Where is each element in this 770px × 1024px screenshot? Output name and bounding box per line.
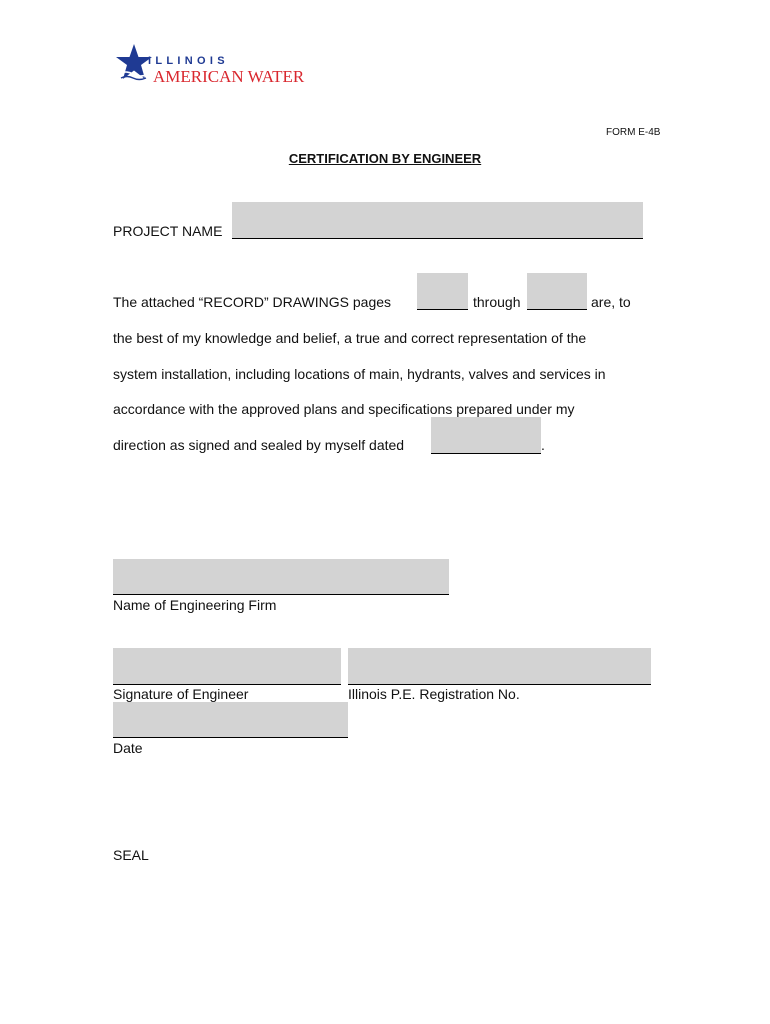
paragraph-line-1a: The attached “RECORD” DRAWINGS pages	[113, 294, 392, 310]
registration-label: Illinois P.E. Registration No.	[348, 686, 520, 702]
registration-number-field[interactable]	[348, 648, 651, 685]
star-icon	[116, 44, 152, 84]
form-code: FORM E-4B	[606, 127, 661, 138]
paragraph-line-3: system installation, including locations of main, hydrants, valves and services in	[113, 366, 606, 382]
project-name-label: PROJECT NAME	[113, 223, 223, 239]
date-signed-field[interactable]	[431, 417, 541, 454]
project-name-field[interactable]	[232, 202, 643, 239]
date-label: Date	[113, 740, 143, 756]
paragraph-line-4: accordance with the approved plans and specifications prepared under my	[113, 401, 575, 417]
paragraph-line-1b: through	[473, 294, 521, 310]
start-page-field[interactable]	[417, 273, 468, 310]
paragraph-line-1c: are, to	[591, 294, 631, 310]
document-title: CERTIFICATION BY ENGINEER	[288, 151, 482, 166]
paragraph-line-5: direction as signed and sealed by myself dated	[113, 437, 405, 453]
paragraph-line-2: the best of my knowledge and belief, a true and correct representation of the	[113, 330, 587, 346]
signature-label: Signature of Engineer	[113, 686, 249, 702]
logo-company-text: AMERICAN WATER	[153, 67, 305, 86]
end-page-field[interactable]	[527, 273, 587, 310]
date-field[interactable]	[113, 702, 348, 738]
seal-label: SEAL	[113, 847, 149, 863]
engineering-firm-label: Name of Engineering Firm	[113, 597, 277, 613]
signature-field[interactable]	[113, 648, 341, 685]
engineering-firm-field[interactable]	[113, 559, 449, 595]
paragraph-period: .	[541, 437, 545, 453]
logo-state-text: ILLINOIS	[148, 55, 229, 67]
